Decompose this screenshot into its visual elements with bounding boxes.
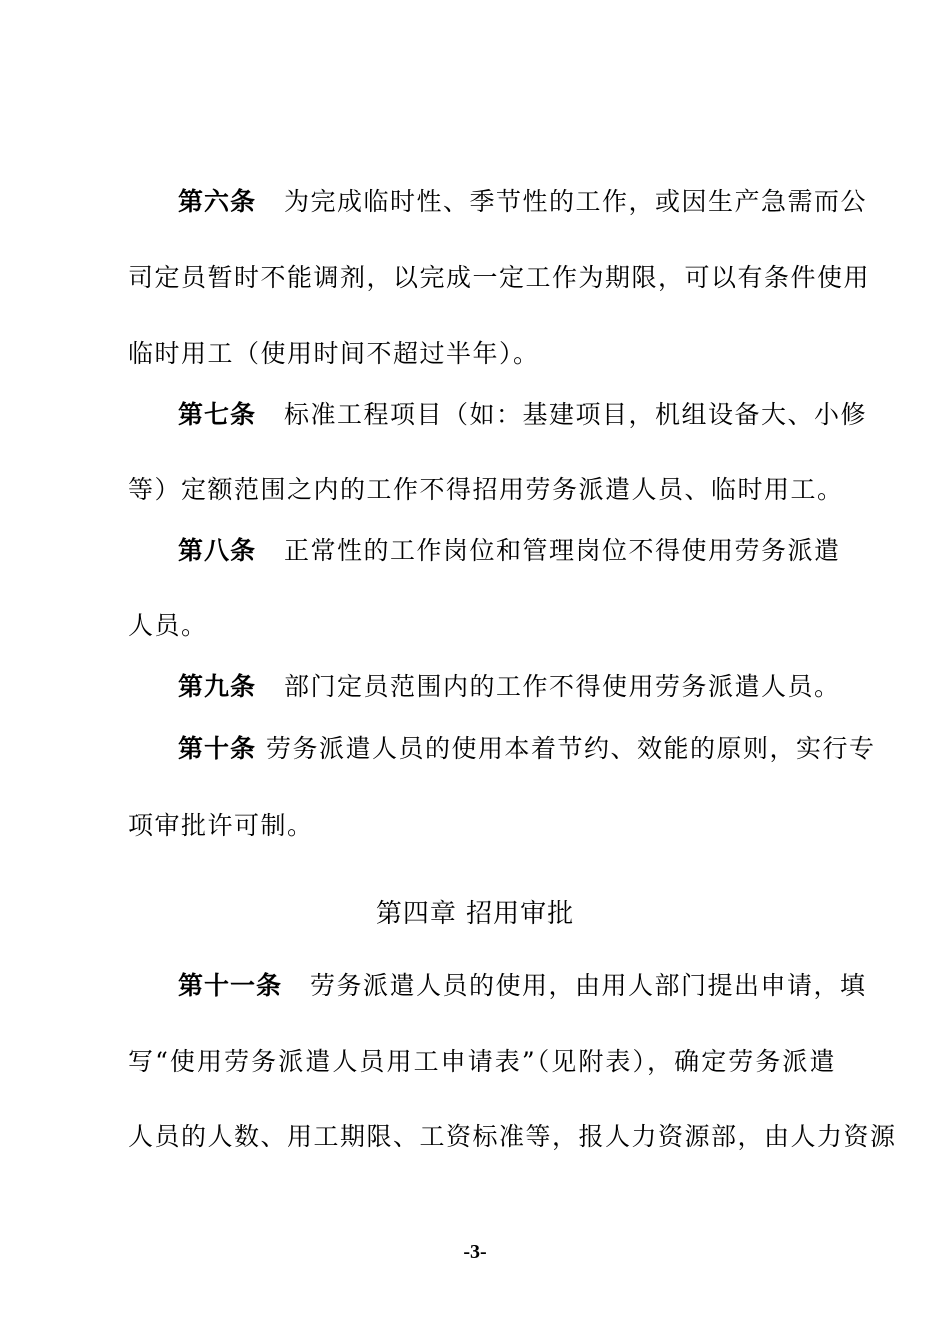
article-8-text-1: 正常性的工作岗位和管理岗位不得使用劳务派遣 bbox=[284, 536, 841, 565]
article-10-line-2: 项审批许可制。 bbox=[128, 811, 314, 840]
article-10-label: 第十条 bbox=[178, 734, 257, 763]
article-6-line-1 bbox=[178, 186, 868, 218]
article-10-line-1 bbox=[178, 733, 876, 765]
article-11-line-1 bbox=[178, 970, 867, 1002]
article-9-text-1: 部门定员范围内的工作不得使用劳务派遣人员。 bbox=[284, 672, 841, 701]
article-6-line-2: 司定员暂时不能调剂，以完成一定工作为期限，可以有条件使用 bbox=[128, 263, 871, 292]
article-8-line-2: 人员。 bbox=[128, 611, 208, 640]
article-8-label: 第八条 bbox=[178, 536, 257, 565]
article-7-text-1: 标准工程项目（如：基建项目，机组设备大、小修 bbox=[284, 400, 868, 429]
article-11-line-2: 写“使用劳务派遣人员用工申请表”（见附表），确定劳务派遣 bbox=[128, 1047, 836, 1076]
article-6-text-1: 为完成临时性、季节性的工作，或因生产急需而公 bbox=[284, 187, 868, 216]
article-6-label: 第六条 bbox=[178, 187, 257, 216]
article-6-line-3: 临时用工（使用时间不超过半年）。 bbox=[128, 339, 540, 368]
article-9-line-1 bbox=[178, 671, 841, 703]
article-11-label: 第十一条 bbox=[178, 971, 283, 1000]
article-10-text-1: 劳务派遣人员的使用本着节约、效能的原则，实行专 bbox=[266, 734, 876, 763]
chapter-heading: 第四章 招用审批 bbox=[375, 899, 575, 929]
article-7-line-2: 等）定额范围之内的工作不得招用劳务派遣人员、临时用工。 bbox=[128, 475, 844, 504]
article-11-text-1: 劳务派遣人员的使用，由用人部门提出申请，填 bbox=[310, 971, 867, 1000]
article-7-label: 第七条 bbox=[178, 400, 257, 429]
page-number: -3- bbox=[463, 1241, 487, 1263]
article-8-line-1 bbox=[178, 535, 841, 567]
article-9-label: 第九条 bbox=[178, 672, 257, 701]
article-11-line-3: 人员的人数、用工期限、工资标准等，报人力资源部，由人力资源 bbox=[128, 1122, 897, 1151]
article-7-line-1 bbox=[178, 399, 868, 431]
